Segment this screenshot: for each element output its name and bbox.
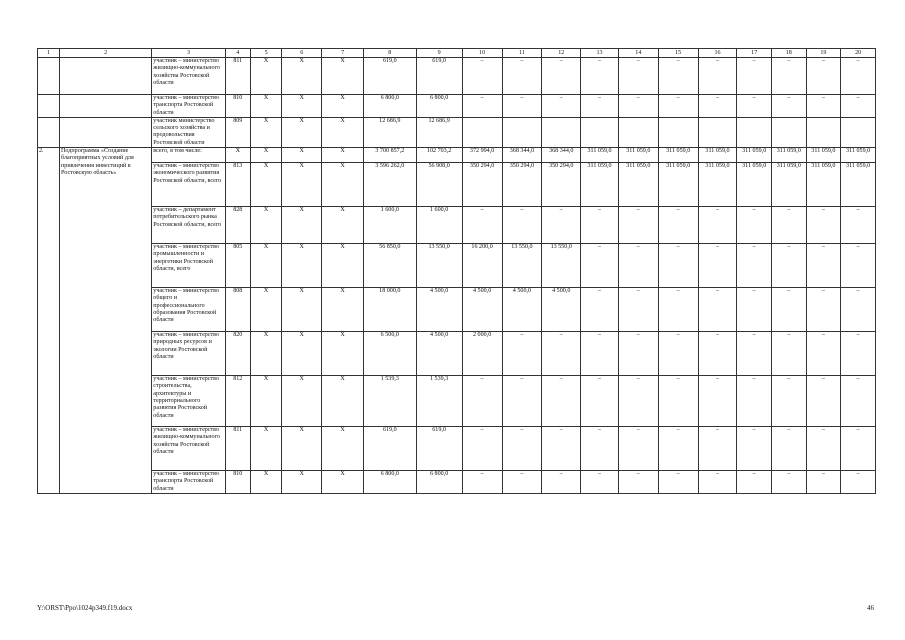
- participant-cell: участник – министерство природных ресурсов и экологии Ростовской области: [152, 332, 225, 376]
- value-cell: Х: [250, 427, 281, 471]
- row-number-cell: 2.: [38, 148, 60, 494]
- value-cell: –: [462, 207, 502, 244]
- value-cell: Х: [322, 163, 364, 207]
- participant-cell: участник – министерство жилищно-коммунального хозяйства Ростовской области: [152, 58, 225, 95]
- value-cell: Х: [282, 207, 322, 244]
- value-cell: –: [772, 207, 807, 244]
- value-cell: Х: [322, 58, 364, 95]
- value-cell: Х: [250, 148, 281, 163]
- file-path: Y:\ORST\Ppo\1024p349.f19.docx: [37, 604, 133, 612]
- value-cell: –: [737, 244, 772, 288]
- value-cell: –: [462, 376, 502, 427]
- value-cell: 56 908,0: [416, 163, 462, 207]
- value-cell: –: [772, 427, 807, 471]
- participant-cell: всего, в том числе:: [152, 148, 225, 163]
- value-cell: –: [841, 471, 876, 494]
- value-cell: Х: [322, 427, 364, 471]
- value-cell: 12 686,9: [416, 117, 462, 147]
- value-cell: Х: [282, 244, 322, 288]
- value-cell: Х: [250, 58, 281, 95]
- value-cell: –: [806, 95, 841, 118]
- value-cell: 4 500,0: [462, 288, 502, 332]
- value-cell: –: [658, 207, 698, 244]
- value-cell: –: [618, 288, 658, 332]
- value-cell: –: [737, 332, 772, 376]
- value-cell: 6 800,0: [364, 95, 416, 118]
- value-cell: 1 539,3: [416, 376, 462, 427]
- value-cell: Х: [282, 163, 322, 207]
- value-cell: [462, 117, 502, 147]
- participant-cell: участник – министерство экономического развития Ростовской области, всего: [152, 163, 225, 207]
- value-cell: –: [698, 376, 737, 427]
- column-number: 3: [152, 49, 225, 58]
- value-cell: –: [581, 288, 619, 332]
- value-cell: 13 550,0: [416, 244, 462, 288]
- value-cell: Х: [250, 471, 281, 494]
- value-cell: [542, 117, 581, 147]
- value-cell: [806, 117, 841, 147]
- value-cell: 810: [225, 471, 250, 494]
- value-cell: 311 059,0: [737, 163, 772, 207]
- value-cell: –: [737, 95, 772, 118]
- value-cell: –: [841, 58, 876, 95]
- value-cell: 311 059,0: [841, 148, 876, 163]
- value-cell: 1 600,0: [416, 207, 462, 244]
- value-cell: –: [772, 376, 807, 427]
- value-cell: 311 059,0: [772, 163, 807, 207]
- value-cell: –: [581, 244, 619, 288]
- row-number-cell: [38, 117, 60, 147]
- value-cell: –: [806, 58, 841, 95]
- column-number: 15: [658, 49, 698, 58]
- value-cell: –: [658, 376, 698, 427]
- value-cell: –: [737, 288, 772, 332]
- value-cell: 619,0: [364, 58, 416, 95]
- value-cell: Х: [322, 207, 364, 244]
- value-cell: –: [841, 332, 876, 376]
- value-cell: 16 200,0: [462, 244, 502, 288]
- value-cell: –: [542, 332, 581, 376]
- value-cell: 820: [225, 332, 250, 376]
- value-cell: –: [462, 58, 502, 95]
- value-cell: –: [658, 427, 698, 471]
- value-cell: 810: [225, 95, 250, 118]
- value-cell: –: [658, 288, 698, 332]
- value-cell: 311 059,0: [658, 148, 698, 163]
- value-cell: –: [737, 427, 772, 471]
- value-cell: 311 059,0: [658, 163, 698, 207]
- value-cell: Х: [250, 288, 281, 332]
- value-cell: –: [841, 95, 876, 118]
- value-cell: 828: [225, 207, 250, 244]
- value-cell: Х: [322, 471, 364, 494]
- value-cell: Х: [322, 148, 364, 163]
- value-cell: –: [618, 376, 658, 427]
- value-cell: 808: [225, 288, 250, 332]
- value-cell: 6 800,0: [416, 471, 462, 494]
- value-cell: 311 059,0: [618, 163, 658, 207]
- value-cell: 1 600,0: [364, 207, 416, 244]
- value-cell: 805: [225, 244, 250, 288]
- row-number-cell: [38, 58, 60, 95]
- value-cell: 311 059,0: [841, 163, 876, 207]
- participant-cell: участник министерство сельского хозяйства и продовольствия Ростовской области: [152, 117, 225, 147]
- table-row: [38, 427, 876, 471]
- value-cell: [502, 117, 542, 147]
- value-cell: –: [698, 207, 737, 244]
- table-row: [38, 95, 876, 118]
- value-cell: 13 550,0: [502, 244, 542, 288]
- value-cell: –: [462, 95, 502, 118]
- value-cell: Х: [282, 332, 322, 376]
- table-row: [38, 376, 876, 427]
- value-cell: –: [542, 427, 581, 471]
- value-cell: –: [841, 244, 876, 288]
- value-cell: Х: [322, 117, 364, 147]
- value-cell: 311 059,0: [581, 148, 619, 163]
- column-number: 20: [841, 49, 876, 58]
- value-cell: 812: [225, 376, 250, 427]
- table-row: [38, 332, 876, 376]
- value-cell: –: [806, 471, 841, 494]
- value-cell: –: [542, 58, 581, 95]
- value-cell: –: [502, 58, 542, 95]
- column-number: 14: [618, 49, 658, 58]
- value-cell: 102 703,2: [416, 148, 462, 163]
- value-cell: Х: [282, 288, 322, 332]
- participant-cell: участник – министерство транспорта Ростовской области: [152, 95, 225, 118]
- value-cell: 3 596 262,0: [364, 163, 416, 207]
- value-cell: –: [806, 207, 841, 244]
- value-cell: –: [502, 427, 542, 471]
- column-number: 18: [772, 49, 807, 58]
- table-row: [38, 58, 876, 95]
- value-cell: Х: [322, 332, 364, 376]
- value-cell: Х: [282, 427, 322, 471]
- value-cell: –: [698, 58, 737, 95]
- value-cell: –: [502, 376, 542, 427]
- value-cell: [737, 117, 772, 147]
- value-cell: 311 059,0: [806, 163, 841, 207]
- column-number: 7: [322, 49, 364, 58]
- value-cell: –: [806, 376, 841, 427]
- column-number: 16: [698, 49, 737, 58]
- value-cell: Х: [250, 95, 281, 118]
- table-row: [38, 288, 876, 332]
- value-cell: 4 500,0: [542, 288, 581, 332]
- participant-cell: участник – министерство строительства, архитектуры и территориального развития Ростовской области: [152, 376, 225, 427]
- participant-cell: участник – министерство промышленности и энергетики Ростовской области, всего: [152, 244, 225, 288]
- value-cell: Х: [250, 207, 281, 244]
- budget-table-sheet: [37, 48, 876, 494]
- program-name-cell: [60, 58, 152, 95]
- value-cell: 368 344,0: [542, 148, 581, 163]
- value-cell: 368 344,0: [502, 148, 542, 163]
- program-name-cell: Подпрограмма «Создание благоприятных условий для привлечения инвестиций в Ростовскую область»: [60, 148, 152, 494]
- budget-table: [37, 48, 876, 494]
- value-cell: –: [698, 244, 737, 288]
- table-header-row: [38, 49, 876, 58]
- value-cell: –: [698, 332, 737, 376]
- value-cell: 311 059,0: [772, 148, 807, 163]
- page-number: 46: [867, 604, 874, 612]
- value-cell: –: [618, 207, 658, 244]
- value-cell: –: [658, 471, 698, 494]
- value-cell: Х: [322, 376, 364, 427]
- table-row: [38, 471, 876, 494]
- value-cell: 6 800,0: [416, 95, 462, 118]
- value-cell: 350 294,0: [462, 163, 502, 207]
- value-cell: 4 500,0: [416, 288, 462, 332]
- value-cell: 372 994,0: [462, 148, 502, 163]
- value-cell: –: [462, 427, 502, 471]
- column-number: 17: [737, 49, 772, 58]
- value-cell: 809: [225, 117, 250, 147]
- column-number: 4: [225, 49, 250, 58]
- column-number: 11: [502, 49, 542, 58]
- value-cell: 311 059,0: [737, 148, 772, 163]
- value-cell: –: [462, 471, 502, 494]
- value-cell: –: [737, 207, 772, 244]
- value-cell: –: [737, 58, 772, 95]
- value-cell: –: [618, 58, 658, 95]
- participant-cell: участник – департамент потребительского рынка Ростовской области, всего: [152, 207, 225, 244]
- value-cell: –: [772, 471, 807, 494]
- column-number: 1: [38, 49, 60, 58]
- column-number: 19: [806, 49, 841, 58]
- value-cell: Х: [282, 117, 322, 147]
- value-cell: 4 500,0: [416, 332, 462, 376]
- value-cell: Х: [250, 376, 281, 427]
- value-cell: 311 059,0: [806, 148, 841, 163]
- value-cell: Х: [322, 244, 364, 288]
- value-cell: –: [502, 95, 542, 118]
- column-number: 8: [364, 49, 416, 58]
- value-cell: –: [772, 244, 807, 288]
- value-cell: [581, 117, 619, 147]
- value-cell: Х: [250, 163, 281, 207]
- value-cell: –: [841, 207, 876, 244]
- value-cell: –: [806, 244, 841, 288]
- value-cell: Х: [225, 148, 250, 163]
- value-cell: –: [581, 376, 619, 427]
- value-cell: 811: [225, 427, 250, 471]
- column-number: 6: [282, 49, 322, 58]
- value-cell: –: [618, 427, 658, 471]
- value-cell: 18 000,0: [364, 288, 416, 332]
- value-cell: –: [698, 427, 737, 471]
- value-cell: –: [618, 244, 658, 288]
- value-cell: 6 800,0: [364, 471, 416, 494]
- value-cell: 813: [225, 163, 250, 207]
- value-cell: –: [841, 427, 876, 471]
- value-cell: –: [502, 471, 542, 494]
- row-number-cell: [38, 95, 60, 118]
- table-row: [38, 244, 876, 288]
- value-cell: Х: [282, 58, 322, 95]
- value-cell: Х: [322, 95, 364, 118]
- value-cell: 13 550,0: [542, 244, 581, 288]
- value-cell: 12 686,9: [364, 117, 416, 147]
- column-number: 13: [581, 49, 619, 58]
- value-cell: –: [806, 427, 841, 471]
- value-cell: –: [737, 376, 772, 427]
- value-cell: [772, 117, 807, 147]
- value-cell: [841, 117, 876, 147]
- value-cell: Х: [282, 148, 322, 163]
- value-cell: Х: [250, 244, 281, 288]
- value-cell: –: [618, 95, 658, 118]
- value-cell: 811: [225, 58, 250, 95]
- value-cell: 619,0: [416, 427, 462, 471]
- table-row: [38, 207, 876, 244]
- value-cell: –: [772, 288, 807, 332]
- value-cell: 350 294,0: [542, 163, 581, 207]
- value-cell: –: [698, 288, 737, 332]
- value-cell: –: [542, 376, 581, 427]
- participant-cell: участник – министерство жилищно-коммунального хозяйства Ростовской области: [152, 427, 225, 471]
- value-cell: –: [772, 58, 807, 95]
- value-cell: 2 000,0: [462, 332, 502, 376]
- value-cell: 311 059,0: [698, 148, 737, 163]
- column-number: 10: [462, 49, 502, 58]
- value-cell: 1 539,3: [364, 376, 416, 427]
- value-cell: –: [737, 471, 772, 494]
- value-cell: Х: [250, 332, 281, 376]
- value-cell: 619,0: [416, 58, 462, 95]
- value-cell: –: [698, 471, 737, 494]
- value-cell: –: [658, 58, 698, 95]
- value-cell: –: [618, 471, 658, 494]
- value-cell: –: [581, 95, 619, 118]
- value-cell: –: [581, 471, 619, 494]
- value-cell: –: [581, 207, 619, 244]
- column-number: 2: [60, 49, 152, 58]
- value-cell: 311 059,0: [618, 148, 658, 163]
- table-row: [38, 148, 876, 163]
- value-cell: –: [581, 58, 619, 95]
- value-cell: Х: [282, 95, 322, 118]
- participant-cell: участник – министерство транспорта Ростовской области: [152, 471, 225, 494]
- value-cell: –: [772, 95, 807, 118]
- value-cell: –: [806, 288, 841, 332]
- column-number: 9: [416, 49, 462, 58]
- value-cell: –: [542, 471, 581, 494]
- value-cell: –: [841, 288, 876, 332]
- column-number: 12: [542, 49, 581, 58]
- value-cell: Х: [282, 376, 322, 427]
- value-cell: 3 700 857,2: [364, 148, 416, 163]
- value-cell: –: [658, 332, 698, 376]
- value-cell: 56 850,0: [364, 244, 416, 288]
- value-cell: –: [542, 207, 581, 244]
- value-cell: –: [772, 332, 807, 376]
- value-cell: –: [618, 332, 658, 376]
- value-cell: Х: [282, 471, 322, 494]
- table-row: [38, 163, 876, 207]
- value-cell: –: [581, 427, 619, 471]
- value-cell: [698, 117, 737, 147]
- value-cell: 619,0: [364, 427, 416, 471]
- value-cell: 311 059,0: [581, 163, 619, 207]
- value-cell: [658, 117, 698, 147]
- program-name-cell: [60, 95, 152, 118]
- value-cell: –: [658, 244, 698, 288]
- table-row: [38, 117, 876, 147]
- value-cell: –: [806, 332, 841, 376]
- value-cell: –: [542, 95, 581, 118]
- value-cell: 350 294,0: [502, 163, 542, 207]
- value-cell: –: [581, 332, 619, 376]
- column-number: 5: [250, 49, 281, 58]
- value-cell: –: [502, 207, 542, 244]
- value-cell: –: [841, 376, 876, 427]
- value-cell: Х: [322, 288, 364, 332]
- program-name-cell: [60, 117, 152, 147]
- value-cell: 6 500,0: [364, 332, 416, 376]
- value-cell: 311 059,0: [698, 163, 737, 207]
- value-cell: –: [658, 95, 698, 118]
- value-cell: 4 500,0: [502, 288, 542, 332]
- value-cell: [618, 117, 658, 147]
- participant-cell: участник – министерство общего и профессионального образования Ростовской области: [152, 288, 225, 332]
- value-cell: –: [502, 332, 542, 376]
- value-cell: Х: [250, 117, 281, 147]
- value-cell: –: [698, 95, 737, 118]
